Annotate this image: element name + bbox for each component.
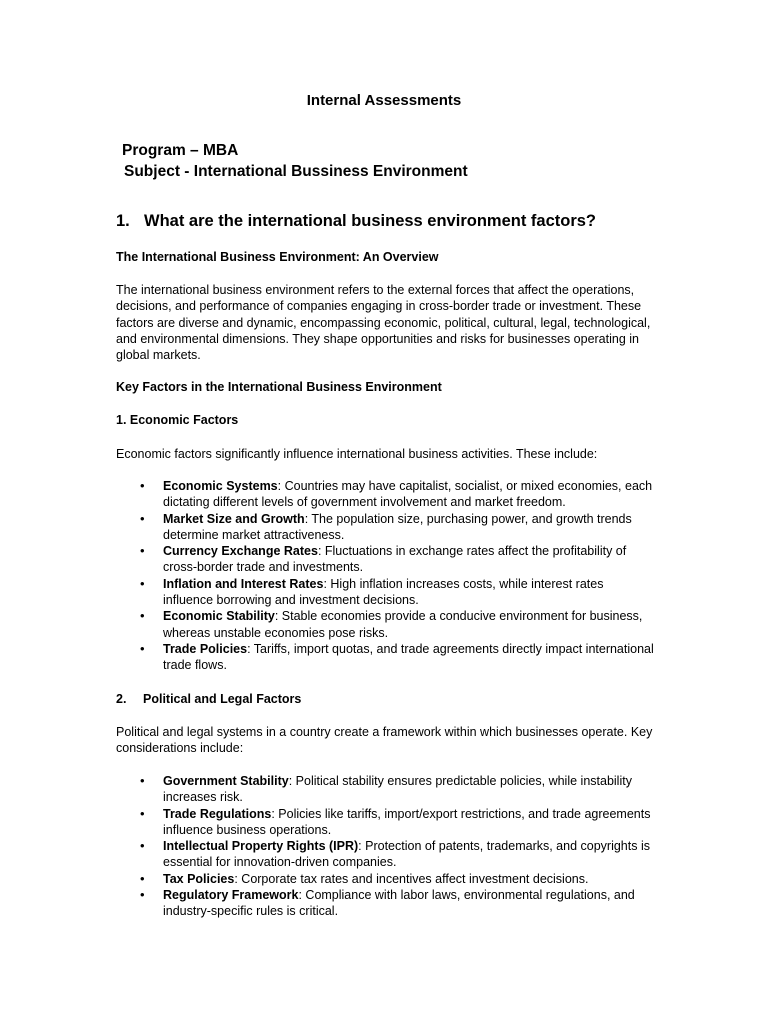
- list-item: [116, 478, 656, 511]
- list-item-term: Currency Exchange Rates: [163, 544, 318, 559]
- list-item-desc: : Countries may have capitalist, socialist, or mixed economies, each dictating different levels of government involvement and market freedom.: [163, 479, 653, 510]
- key-factors-heading: Key Factors in the International Business Environment: [116, 380, 442, 394]
- list-item-desc: : Corporate tax rates and incentives affect investment decisions.: [234, 871, 589, 886]
- overview-paragraph: The international business environment refers to the external forces that affect the operations, decisions, and performance of companies engaging in cross-border trade or investment. These factors are diverse and dynamic, encompassing economic, political, cultural, legal, technological, and environmental dimensions. They shape opportunities and risks for businesses operating in global markets.: [116, 283, 651, 363]
- list-item: [116, 838, 656, 871]
- list-item-term: Tax Policies: [163, 871, 235, 886]
- list-item: [116, 576, 656, 609]
- question-text: What are the international business environment factors?: [144, 212, 597, 230]
- list-item-desc: : Stable economies provide a conducive environment for business, whereas unstable economies pose risks.: [163, 609, 643, 640]
- economic-heading: 1. Economic Factors: [116, 413, 239, 427]
- economic-list: [116, 478, 656, 674]
- list-item-term: Intellectual Property Rights (IPR): [163, 839, 359, 854]
- list-item-term: Trade Regulations: [163, 806, 272, 821]
- overview-heading: The International Business Environment: An Overview: [116, 250, 439, 264]
- subject-line: Subject - International Bussiness Environment: [124, 163, 468, 180]
- political-list: [116, 773, 656, 920]
- list-item: [116, 511, 656, 544]
- list-item-term: Economic Stability: [163, 609, 275, 624]
- list-item-desc: : Tariffs, import quotas, and trade agreements directly impact international trade flows.: [163, 641, 654, 673]
- list-item-desc: : Protection of patents, trademarks, and copyrights is essential for innovation-driven companies.: [163, 839, 650, 870]
- list-item: [116, 887, 656, 920]
- list-item-desc: : Political stability ensures predictable policies, while instability increases risk.: [163, 774, 632, 805]
- political-intro: Political and legal systems in a country create a framework within which businesses operate. Key considerations include:: [116, 725, 653, 756]
- list-item-term: Inflation and Interest Rates: [163, 576, 324, 591]
- list-item-desc: : High inflation increases costs, while interest rates influence borrowing and investment decisions.: [163, 576, 604, 608]
- list-item-desc: : Policies like tariffs, import/export restrictions, and trade agreements influence business operations.: [163, 806, 651, 837]
- list-item: [116, 543, 656, 576]
- list-item-desc: : Fluctuations in exchange rates affect the profitability of cross-border trade and investments.: [163, 544, 627, 575]
- question-number: 1.: [116, 212, 130, 230]
- political-heading: [116, 692, 301, 706]
- question-heading: [116, 212, 596, 231]
- list-item-term: Regulatory Framework: [163, 888, 299, 903]
- list-item-term: Government Stability: [163, 774, 289, 788]
- list-item: [116, 806, 656, 839]
- list-item: [116, 608, 656, 641]
- list-item-desc: : Compliance with labor laws, environmental regulations, and industry-specific rules is critical.: [163, 888, 635, 919]
- document-title: Internal Assessments: [306, 92, 462, 109]
- list-item-term: Market Size and Growth: [163, 511, 305, 526]
- political-heading-text: Political and Legal Factors: [143, 692, 302, 706]
- list-item-term: Trade Policies: [163, 641, 248, 656]
- list-item-desc: : The population size, purchasing power, and growth trends determine market attractiveness.: [163, 511, 632, 542]
- list-item: [116, 641, 656, 674]
- program-line: Program – MBA: [122, 142, 239, 159]
- political-number: 2.: [116, 692, 127, 706]
- list-item: [116, 871, 656, 887]
- economic-intro: Economic factors significantly influence international business activities. These include:: [116, 447, 598, 461]
- list-item: [116, 773, 656, 806]
- list-item-term: Economic Systems: [163, 479, 278, 493]
